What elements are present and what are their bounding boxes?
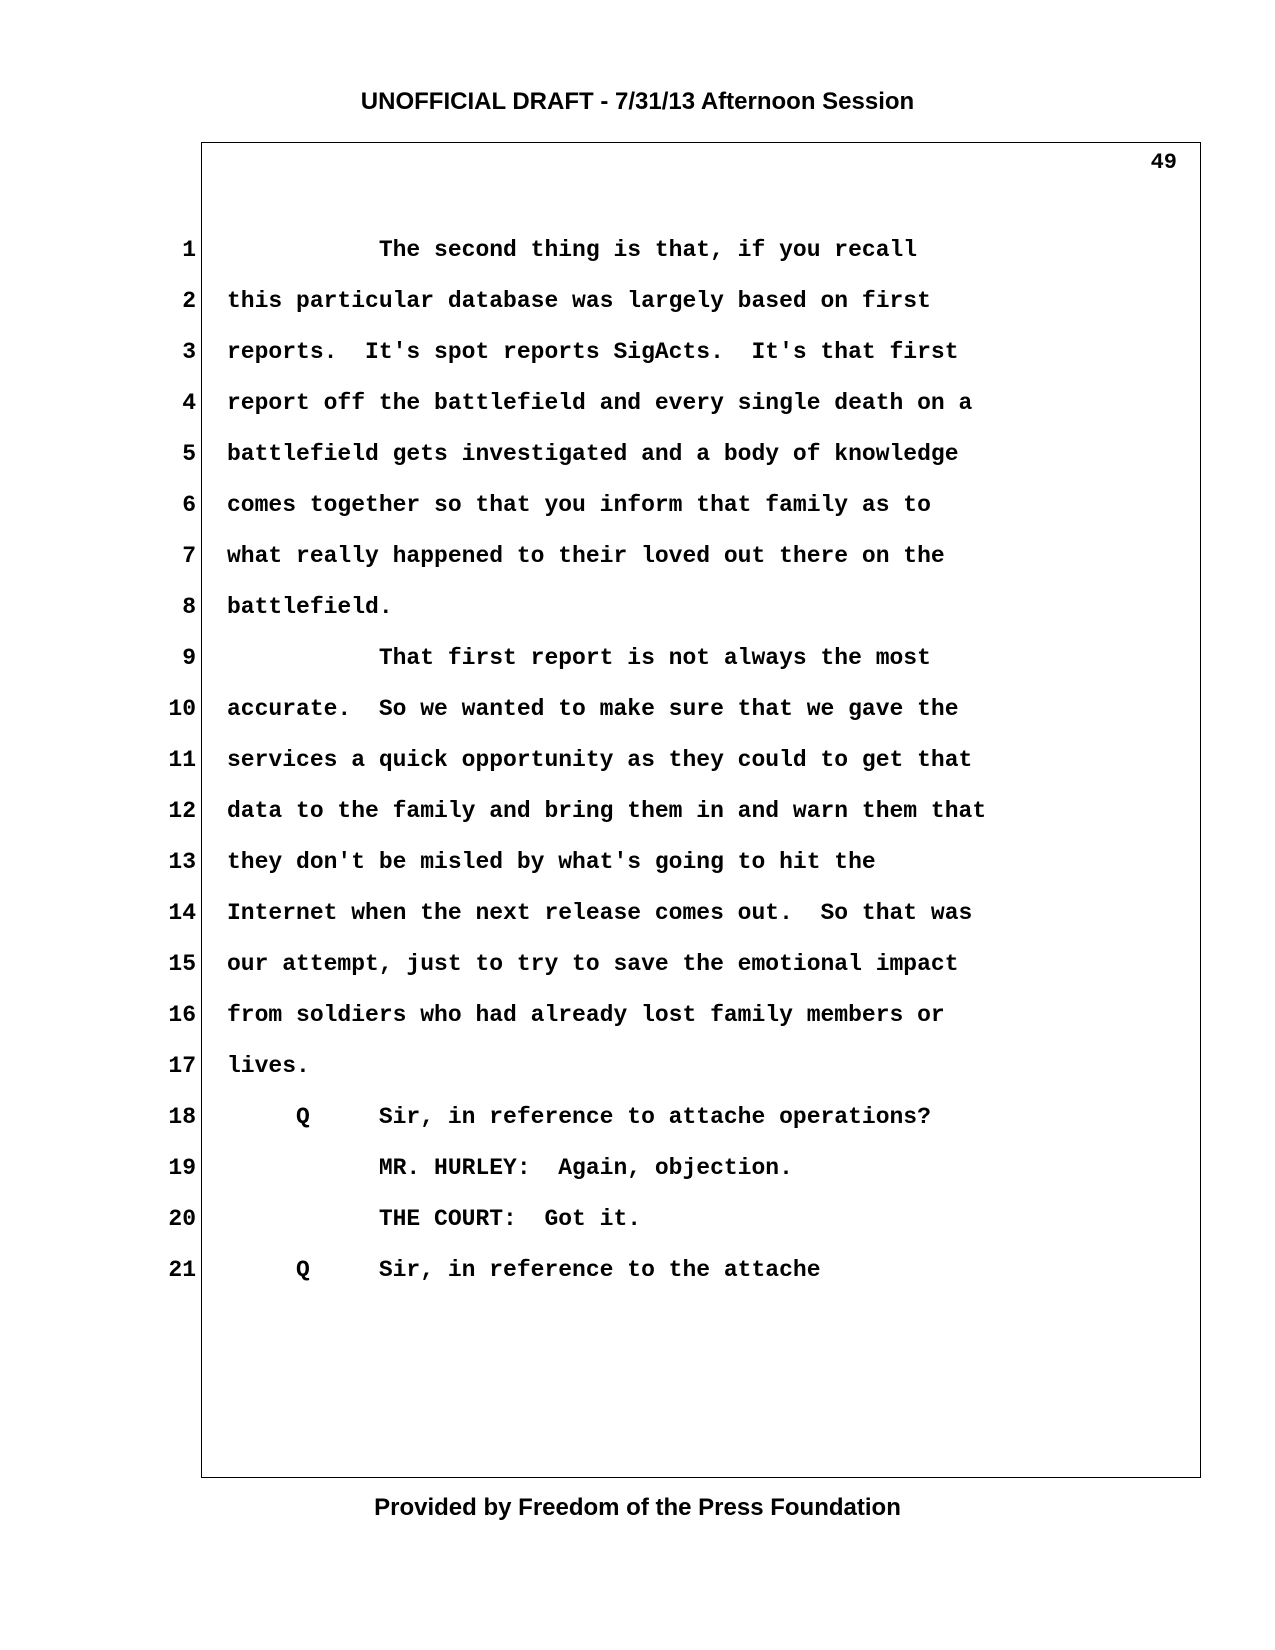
transcript-line: our attempt, just to try to save the emotional impact: [227, 951, 959, 977]
line-number: 11: [168, 747, 196, 773]
line-number: 5: [182, 441, 196, 467]
line-number: 15: [168, 951, 196, 977]
transcript-line: what really happened to their loved out there on the: [227, 543, 945, 569]
transcript-line: lives.: [227, 1053, 310, 1079]
transcript-line: this particular database was largely based on first: [227, 288, 931, 314]
transcript-line: from soldiers who had already lost family members or: [227, 1002, 945, 1028]
line-number: 18: [168, 1104, 196, 1130]
transcript-line: reports. It's spot reports SigActs. It's that first: [227, 339, 959, 365]
line-number: 19: [168, 1155, 196, 1181]
line-number: 9: [182, 645, 196, 671]
page-header: UNOFFICIAL DRAFT - 7/31/13 Afternoon Session: [360, 88, 915, 115]
line-number: 4: [182, 390, 196, 416]
transcript-line: battlefield gets investigated and a body of knowledge: [227, 441, 959, 467]
line-number: 3: [182, 339, 196, 365]
transcript-line: Q Sir, in reference to attache operations?: [227, 1104, 931, 1130]
transcript-line: report off the battlefield and every single death on a: [227, 390, 973, 416]
line-number: 20: [168, 1206, 196, 1232]
line-number: 17: [168, 1053, 196, 1079]
transcript-line: data to the family and bring them in and warn them that: [227, 798, 987, 824]
transcript-line: THE COURT: Got it.: [227, 1206, 642, 1232]
transcript-line: Internet when the next release comes out. So that was: [227, 900, 973, 926]
line-number: 14: [168, 900, 196, 926]
page-footer: Provided by Freedom of the Press Foundation: [374, 1494, 901, 1521]
transcript-line: Q Sir, in reference to the attache: [227, 1257, 821, 1283]
line-number: 21: [168, 1257, 196, 1283]
line-number: 7: [182, 543, 196, 569]
line-number: 2: [182, 288, 196, 314]
line-number: 6: [182, 492, 196, 518]
transcript-line: The second thing is that, if you recall: [227, 237, 918, 263]
transcript-line: they don't be misled by what's going to hit the: [227, 849, 876, 875]
transcript-line: comes together so that you inform that family as to: [227, 492, 931, 518]
transcript-line: MR. HURLEY: Again, objection.: [227, 1155, 793, 1181]
line-number: 13: [168, 849, 196, 875]
transcript-line: battlefield.: [227, 594, 393, 620]
transcript-line: accurate. So we wanted to make sure that we gave the: [227, 696, 959, 722]
line-number: 12: [168, 798, 196, 824]
line-number: 16: [168, 1002, 196, 1028]
line-number: 1: [182, 237, 196, 263]
page-number: 49: [1150, 150, 1177, 175]
line-number: 8: [182, 594, 196, 620]
transcript-line: That first report is not always the most: [227, 645, 931, 671]
line-number: 10: [168, 696, 196, 722]
transcript-line: services a quick opportunity as they could to get that: [227, 747, 973, 773]
